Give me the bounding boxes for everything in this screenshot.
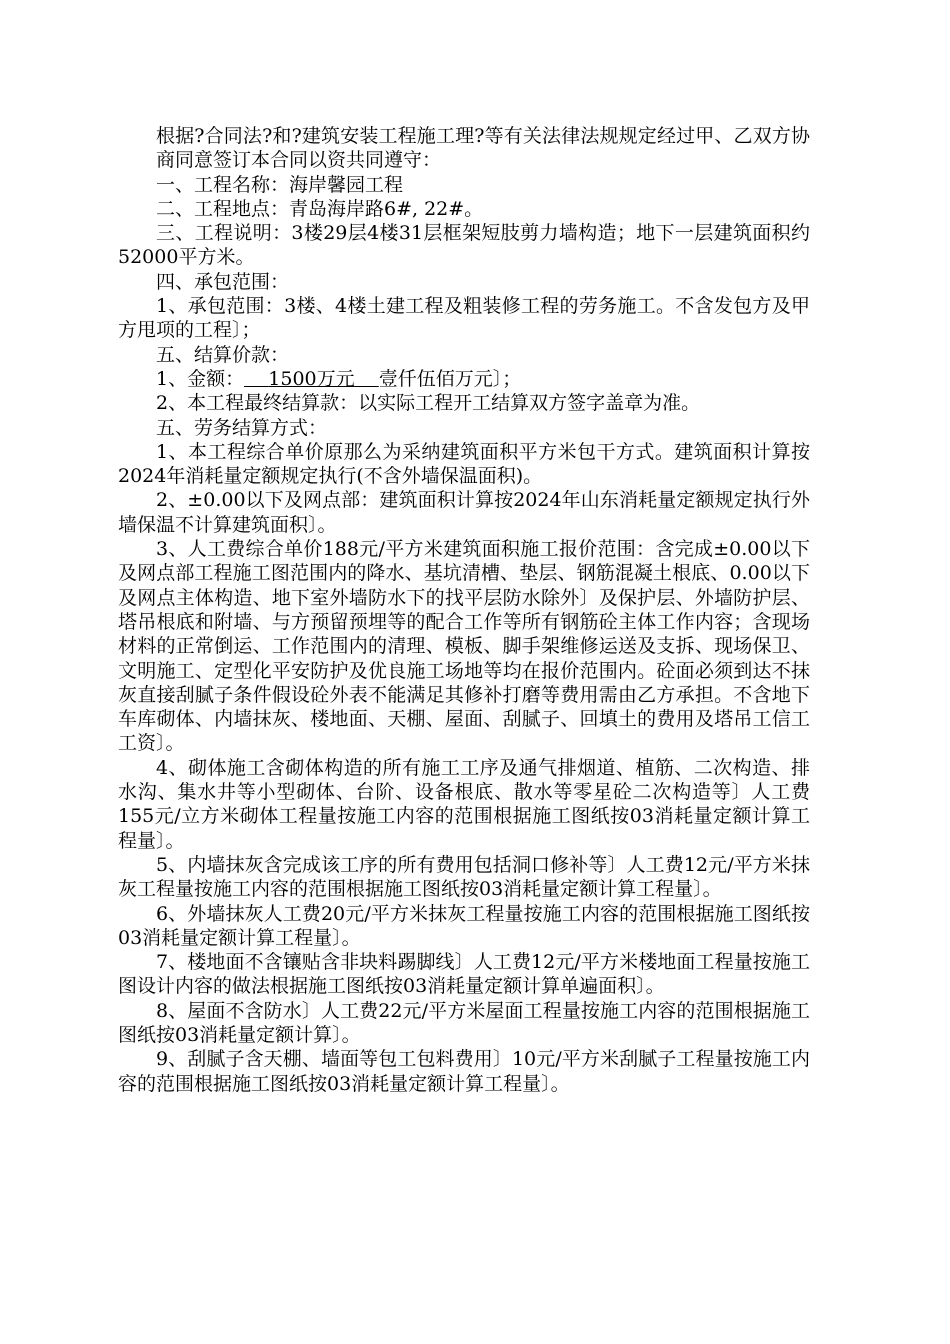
amount-value: 1500万元 [268, 367, 355, 390]
clause-1: 1、本工程综合单价原那么为采纳建筑面积平方米包干方式。建筑面积计算按2024年消耗量定额规定执行(不含外墙保温面积)。 [118, 440, 810, 488]
clause-3: 3、人工费综合单价188元/平方米建筑面积施工报价范围：含完成±0.00以下及网点部工程施工图范围内的降水、基坑清槽、垫层、钢筋混凝土根底、0.00以下及网点主体构造、地下室外墙防水下的找平层防水除外〕及保护层、外墙防护层、塔吊根底和附墙、与方预留预埋等的配合工作等所有钢筋砼主体工作内容；含现场材料的正常倒运、工作范围内的清理、模板、脚手架维修运送及支拆、现场保卫、文明施工、定型化平安防护及优良施工场地等均在报价范围内。砼面必须到达不抹灰直接刮腻子条件假设砼外表不能满足其修补打磨等费用需由乙方承担。不含地下车库砌体、内墙抹灰、楼地面、天棚、屋面、刮腻子、回填土的费用及塔吊工信工工资〕。 [118, 538, 810, 755]
price-heading: 五、结算价款： [156, 343, 290, 366]
scope-item: 1、承包范围：3楼、4楼土建工程及粗装修工程的劳务施工。不含发包方及甲方甩项的工程〕； [118, 295, 810, 342]
amount-line [118, 367, 810, 391]
project-location: 二、工程地点：青岛海岸路6#, 22#。 [156, 197, 484, 220]
labor-heading: 五、劳务结算方式： [156, 416, 328, 439]
clause-9: 9、刮腻子含天棚、墙面等包工包料费用〕10元/平方米刮腻子工程量按施工内容的范围根据施工图纸按03消耗量定额计算工程量〕。 [118, 1048, 810, 1095]
final-settlement: 2、本工程最终结算款：以实际工程开工结算双方签字盖章为准。 [156, 392, 701, 415]
scope-heading: 四、承包范围： [156, 270, 290, 293]
clause-2: 2、±0.00以下及网点部：建筑面积计算按2024年山东消耗量定额规定执行外墙保温不计算建筑面积〕。 [118, 489, 810, 536]
amount-prefix: 1、金额： [156, 367, 245, 390]
project-name: 一、工程名称：海岸馨园工程 [156, 173, 404, 196]
intro-paragraph: 根据?合同法?和?建筑安装工程施工理?等有关法律法规规定经过甲、乙双方协商同意签订本合同以资共同遵守： [156, 125, 810, 172]
clause-4: 4、砌体施工含砌体构造的所有施工工序及通气排烟道、植筋、二次构造、排水沟、集水井等小型砌体、台阶、设备根底、散水等零星砼二次构造等〕人工费 155元/立方米砌体工程量按施工内容的范围根据施工图纸按03消耗量定额计算工程量〕。 [118, 756, 810, 852]
amount-words: 壹仟伍佰万元〕； [378, 367, 522, 390]
clause-5: 5、内墙抹灰含完成该工序的所有费用包括洞口修补等〕人工费12元/平方米抹灰工程量按施工内容的范围根据施工图纸按03消耗量定额计算工程量〕。 [118, 853, 810, 901]
amount-value-underlined [244, 368, 379, 390]
clause-6: 6、外墙抹灰人工费20元/平方米抹灰工程量按施工内容的范围根据施工图纸按03消耗量定额计算工程量〕。 [118, 902, 810, 949]
clause-7: 7、楼地面不含镶贴含非块料踢脚线〕人工费12元/平方米楼地面工程量按施工图设计内容的做法根据施工图纸按03消耗量定额计算单遍面积〕。 [118, 951, 810, 998]
clause-8: 8、屋面不含防水〕人工费22元/平方米屋面工程量按施工内容的范围根据施工图纸按03消耗量定额计算〕。 [118, 999, 810, 1046]
project-description: 三、工程说明：3楼29层4楼31层框架短肢剪力墙构造；地下一层建筑面积约52000平方米。 [118, 222, 810, 269]
contract-body [118, 124, 810, 1096]
